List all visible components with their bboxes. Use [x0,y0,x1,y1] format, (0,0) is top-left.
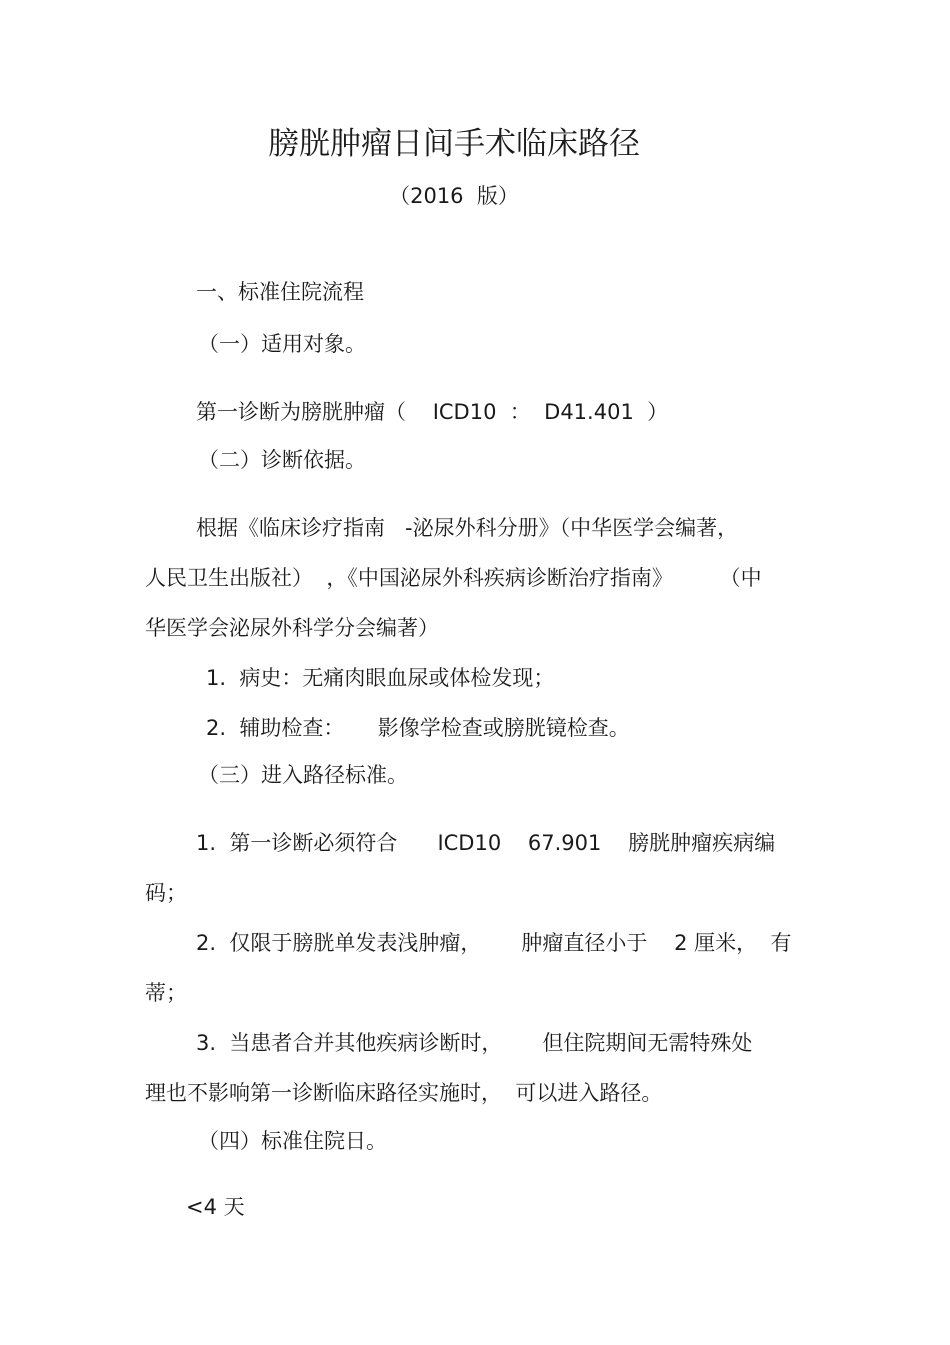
paragraph-line: 华医学会泌尿外科学分会编著） [145,616,439,640]
subsection-heading-2: （二）诊断依据。 [198,448,366,472]
subsection-heading-3: （三）进入路径标准。 [198,763,408,787]
list-item: 2. 辅助检查： 影像学检查或膀胱镜检查。 [206,716,630,740]
paragraph-line: 理也不影响第一诊断临床路径实施时， 可以进入路径。 [145,1081,663,1105]
section-heading-1: 一、标准住院流程 [196,280,364,304]
paragraph-line: 码； [145,881,187,905]
list-item: 1. 病史：无痛肉眼血尿或体检发现； [206,666,555,690]
paragraph-line: 根据《临床诊疗指南 -泌尿外科分册》（中华医学会编著， [196,516,739,540]
paragraph-line: 人民卫生出版社） ，《中国泌尿外科疾病诊断治疗指南》 （中 [145,566,762,590]
list-item: 3. 当患者合并其他疾病诊断时， 但住院期间无需特殊处 [196,1031,753,1055]
subsection-heading-1: （一）适用对象。 [198,332,366,356]
list-item: 1. 第一诊断必须符合 ICD10 67.901 膀胱肿瘤疾病编 [196,831,776,855]
subsection-heading-4: （四）标准住院日。 [198,1129,387,1153]
list-item: 2. 仅限于膀胱单发表浅肿瘤， 肿瘤直径小于 2 厘米， 有 [196,931,792,955]
paragraph-line: 蒂； [145,981,187,1005]
document-title: 膀胱肿瘤日间手术临床路径 [268,126,640,162]
paragraph-line: 第一诊断为膀胱肿瘤（ ICD10 ： D41.401 ） [196,400,669,424]
document-version: （2016 版） [389,184,519,208]
paragraph-line: <4 天 [186,1195,245,1219]
